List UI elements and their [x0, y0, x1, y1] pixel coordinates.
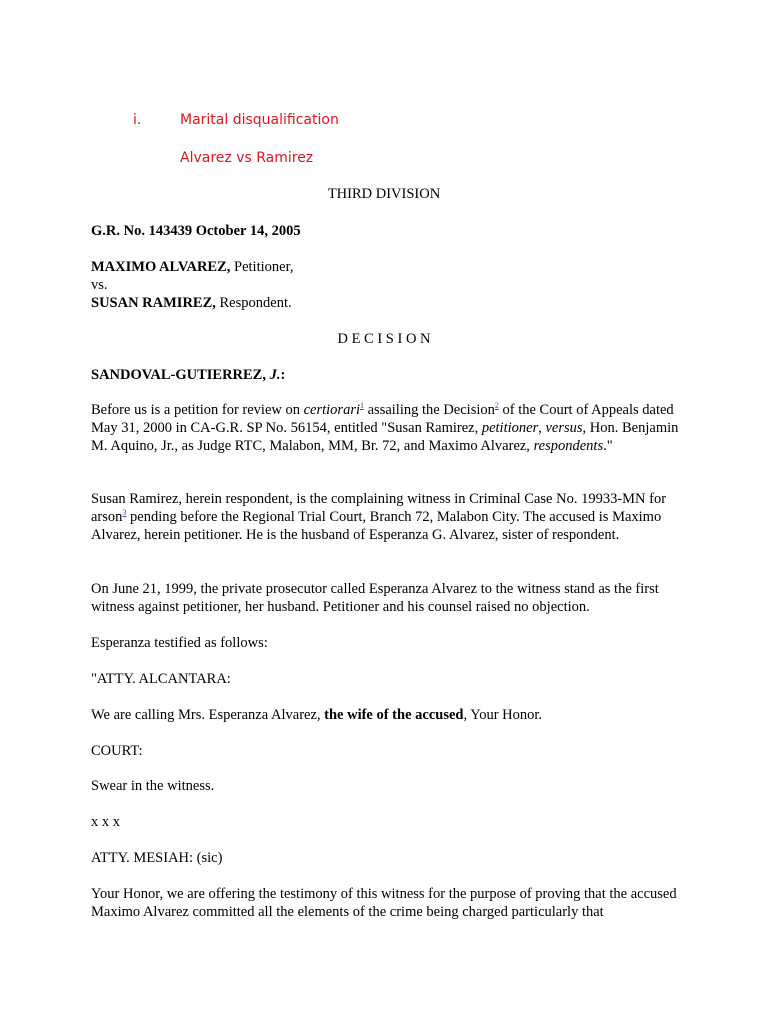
p1-text-2: assailing the Decision	[364, 402, 495, 418]
t1-text-a: We are calling Mrs. Esperanza Alvarez,	[91, 707, 325, 723]
outline-number: i.	[133, 112, 142, 128]
outline-title: Marital disqualification	[180, 112, 339, 128]
p1-petitioner: petitioner	[481, 420, 539, 436]
footnote-3-link[interactable]: 3	[122, 508, 127, 517]
transcript-ellipsis: x x x	[91, 814, 120, 830]
p1-text-1: Before us is a petition for review on	[91, 402, 304, 418]
t1-text-bold: the wife of the accused	[324, 707, 464, 723]
ponente-suffix: :	[280, 367, 286, 383]
p1-text-6: ."	[603, 438, 613, 454]
paragraph-3: On June 21, 1999, the private prosecutor called Esperanza Alvarez to the witness stand as the first witness against petitioner, her husband. Petitioner and his counsel raised no objection.	[91, 581, 659, 615]
petitioner-role: Petitioner,	[230, 259, 294, 275]
footnote-2-link[interactable]: 2	[494, 401, 499, 410]
petitioner-name: MAXIMO ALVAREZ,	[91, 259, 231, 275]
vs-line: vs.	[91, 277, 108, 293]
ponente-title: J.	[269, 367, 281, 383]
ponente-name: SANDOVAL-GUTIERREZ,	[91, 367, 266, 383]
transcript-speaker-2: COURT:	[91, 743, 143, 759]
p1-text-5: , Hon. Benjamin M. Aquino, Jr., as Judge RTC, Malabon, MM, Br. 72, and Maximo Alvarez,	[91, 420, 679, 454]
respondent-role: Respondent.	[215, 295, 292, 311]
paragraph-1	[91, 401, 691, 455]
petitioner-line	[91, 258, 691, 276]
transcript-line-2: Swear in the witness.	[91, 778, 215, 794]
ponente	[91, 366, 691, 384]
p2-text-1: Susan Ramirez, herein respondent, is the complaining witness in Criminal Case No. 19933-MN for arson	[91, 491, 667, 525]
transcript-line-1	[91, 706, 691, 724]
transcript-speaker-1: "ATTY. ALCANTARA:	[91, 671, 231, 687]
case-name: Alvarez vs Ramirez	[180, 150, 314, 166]
footnote-1-link[interactable]: 1	[360, 401, 364, 410]
gr-number	[91, 222, 691, 240]
respondent-name: SUSAN RAMIREZ,	[91, 295, 216, 311]
gr-number-text: G.R. No. 143439 October 14, 2005	[91, 223, 301, 239]
p1-text-3: of the Court of Appeals dated May 31, 2000 in CA-G.R. SP No. 56154, entitled "Susan Ramirez,	[91, 402, 674, 436]
transcript-speaker-3: ATTY. MESIAH: (sic)	[91, 850, 223, 866]
p1-certiorari: certiorari	[303, 402, 360, 418]
paragraph-4: Esperanza testified as follows:	[91, 635, 268, 651]
p1-respondents: respondents	[533, 438, 604, 454]
p2-text-2: pending before the Regional Trial Court, Branch 72, Malabon City. The accused is Maximo Alvarez, herein petitioner. He is the husband of Esperanza G. Alvarez, sister of respondent.	[91, 509, 662, 543]
p1-text-4: ,	[538, 420, 546, 436]
p1-versus: versus	[545, 420, 583, 436]
t1-text-c: , Your Honor.	[463, 707, 543, 723]
respondent-line	[91, 294, 691, 312]
paragraph-2	[91, 490, 691, 544]
division-label: THIRD DIVISION	[327, 186, 441, 202]
transcript-line-3: Your Honor, we are offering the testimony of this witness for the purpose of proving that the accused Maximo Alvarez committed all the elements of the crime being charged particularly that	[91, 886, 677, 920]
decision-title: D E C I S I O N	[337, 331, 431, 347]
parties	[91, 258, 691, 312]
